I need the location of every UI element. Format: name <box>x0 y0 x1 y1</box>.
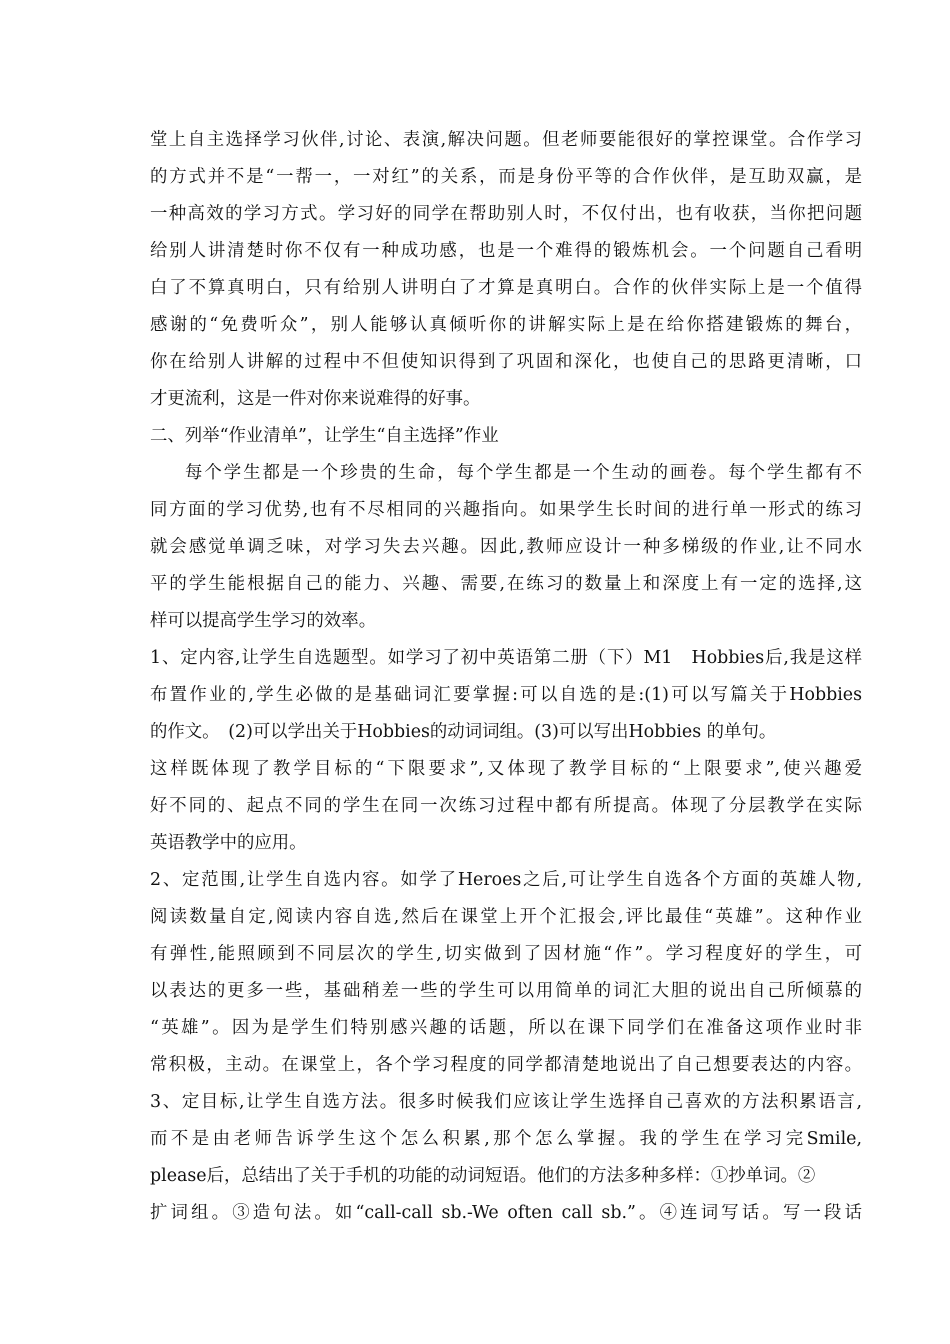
text-line: 给别人讲清楚时你不仅有一种成功感，也是一个难得的锻炼机会。一个问题自己看明 <box>150 241 862 261</box>
text-line: 的作文。 (2)可以学出关于Hobbies的动词词组。(3)可以写出Hobbies 的单句。 <box>150 722 777 742</box>
text-line: 一种高效的学习方式。学习好的同学在帮助别人时，不仅付出，也有收获，当你把问题 <box>150 204 862 224</box>
paragraph-cooperative-learning-continued <box>150 122 862 418</box>
text-line: 就会感觉单调乏味，对学习失去兴趣。因此,教师应设计一种多梯级的作业,让不同水 <box>150 537 862 557</box>
text-line: 感谢的“免费听众”，别人能够认真倾听你的讲解实际上是在给你搭建锻炼的舞台， <box>150 315 862 335</box>
paragraph-point-two <box>150 862 862 1084</box>
text-line: 阅读数量自定,阅读内容自选,然后在课堂上开个汇报会,评比最佳“英雄”。这种作业 <box>150 907 862 927</box>
document-body <box>150 122 862 1232</box>
text-line: 二、列举“作业清单”，让学生“自主选择”作业 <box>150 426 499 446</box>
text-line: please后，总结出了关于手机的功能的动词短语。他们的方法多种多样：①抄单词。② <box>150 1166 816 1186</box>
text-line: 而不是由老师告诉学生这个怎么积累,那个怎么掌握。我的学生在学习完Smile, <box>150 1129 862 1149</box>
text-line: 有弹性,能照顾到不同层次的学生,切实做到了因材施“作”。学习程度好的学生，可 <box>150 944 862 964</box>
text-line: 好不同的、起点不同的学生在同一次练习过程中都有所提高。体现了分层教学在实际 <box>150 796 862 816</box>
paragraph-section-two-heading <box>150 418 862 455</box>
text-line: 堂上自主选择学习伙伴,讨论、表演,解决问题。但老师要能很好的掌控课堂。合作学习 <box>150 130 862 150</box>
text-line: 扩词组。③造句法。如“call-call sb.-We often call sb.”。④连词写话。写一段话 <box>150 1203 862 1223</box>
text-line: 英语教学中的应用。 <box>150 833 307 853</box>
text-line: 的方式并不是“一帮一，一对红”的关系，而是身份平等的合作伙伴，是互助双赢，是 <box>150 167 862 187</box>
text-line: 2、定范围,让学生自选内容。如学了Heroes之后,可让学生自选各个方面的英雄人物, <box>150 870 862 890</box>
paragraph-section-two-intro <box>150 455 862 640</box>
text-line: 布置作业的,学生必做的是基础词汇要掌握:可以自选的是:(1)可以写篇关于Hobbies <box>150 685 862 705</box>
text-line: 你在给别人讲解的过程中不但使知识得到了巩固和深化，也使自己的思路更清晰，口 <box>150 352 862 372</box>
text-line: 以表达的更多一些，基础稍差一些的学生可以用简单的词汇大胆的说出自己所倾慕的 <box>150 981 862 1001</box>
text-line: 才更流利，这是一件对你来说难得的好事。 <box>150 389 481 409</box>
text-line: 白了不算真明白，只有给别人讲明白了才算是真明白。合作的伙伴实际上是一个值得 <box>150 278 862 298</box>
text-line: 同方面的学习优势,也有不尽相同的兴趣指向。如果学生长时间的进行单一形式的练习 <box>150 500 862 520</box>
paragraph-point-one <box>150 640 862 862</box>
text-line: 平的学生能根据自己的能力、兴趣、需要,在练习的数量上和深度上有一定的选择,这 <box>150 574 862 594</box>
text-line: 1、定内容,让学生自选题型。如学习了初中英语第二册（下）M1 Hobbies后,我是这样 <box>150 648 862 668</box>
text-line: 样可以提高学生学习的效率。 <box>150 611 377 631</box>
text-line: 常积极，主动。在课堂上，各个学习程度的同学都清楚地说出了自己想要表达的内容。 <box>150 1055 862 1075</box>
text-line: “英雄”。因为是学生们特别感兴趣的话题，所以在课下同学们在准备这项作业时非 <box>150 1018 862 1038</box>
text-line: 3、定目标,让学生自选方法。很多时候我们应该让学生选择自己喜欢的方法积累语言, <box>150 1092 862 1112</box>
text-line: 这样既体现了教学目标的“下限要求”,又体现了教学目标的“上限要求”,使兴趣爱 <box>150 759 862 779</box>
text-line: 每个学生都是一个珍贵的生命，每个学生都是一个生动的画卷。每个学生都有不 <box>185 463 862 483</box>
paragraph-point-three <box>150 1084 862 1232</box>
